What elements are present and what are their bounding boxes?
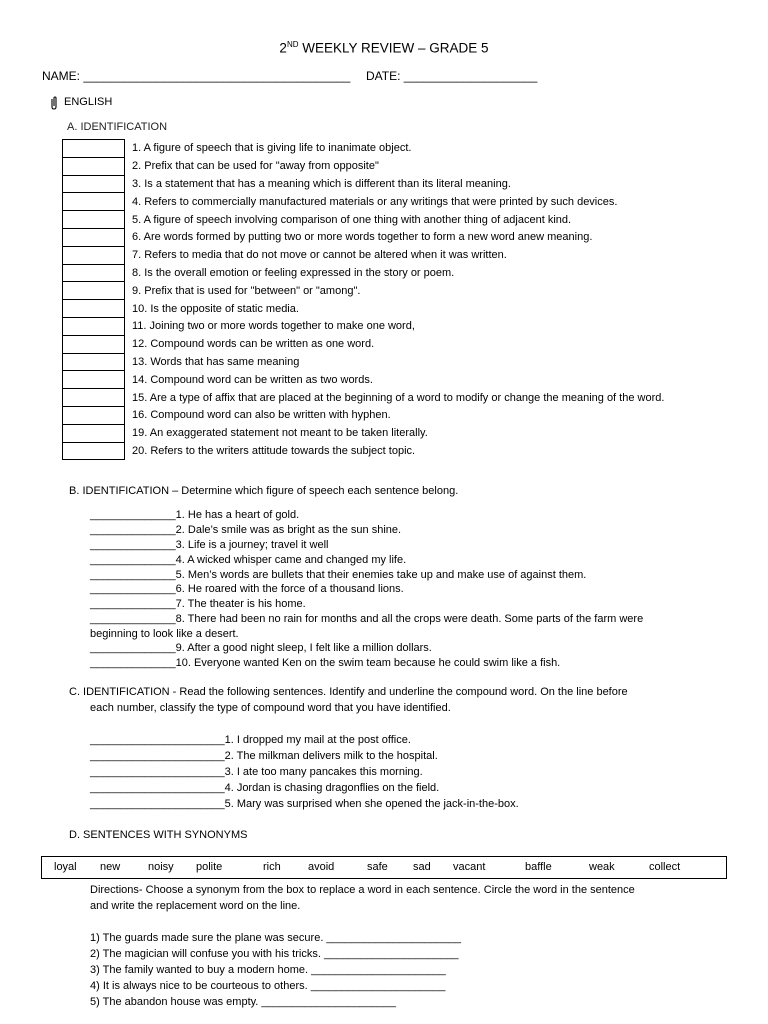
answer-box[interactable] (63, 335, 125, 353)
answer-box[interactable] (63, 389, 125, 407)
compound-word-item[interactable]: ______________________2. The milkman delivers milk to the hospital. (90, 750, 438, 762)
identification-row (63, 246, 665, 264)
figure-of-speech-item[interactable]: ______________7. The theater is his home. (90, 598, 306, 610)
directions-line-2: and write the replacement word on the line. (90, 900, 301, 912)
compound-word-item[interactable]: ______________________4. Jordan is chasing dragonflies on the field. (90, 782, 440, 794)
identification-row (63, 353, 665, 371)
compound-word-item[interactable]: ______________________1. I dropped my mail at the post office. (90, 734, 411, 746)
question-text: 1. A figure of speech that is giving life to inanimate object. (132, 142, 412, 155)
synonym-word: noisy (148, 861, 174, 873)
page-title: 2ND WEEKLY REVIEW – GRADE 5 (279, 40, 489, 56)
paperclip-icon (50, 96, 58, 110)
answer-box[interactable] (63, 246, 125, 264)
answer-box[interactable] (63, 353, 125, 371)
synonym-sentence[interactable]: 4) It is always nice to be courteous to others. ______________________ (90, 980, 446, 992)
identification-row (63, 371, 665, 389)
compound-word-item[interactable]: ______________________3. I ate too many pancakes this morning. (90, 766, 423, 778)
question-text: 4. Refers to commercially manufactured materials or any writings that were printed by such devices. (132, 195, 618, 208)
identification-row (63, 317, 665, 335)
question-text: 7. Refers to media that do not move or cannot be altered when it was written. (132, 249, 507, 262)
question-text: 13. Words that has same meaning (132, 355, 300, 368)
answer-box[interactable] (63, 157, 125, 175)
synonym-word: collect (649, 861, 681, 873)
question-text: 11. Joining two or more words together to make one word, (132, 320, 415, 333)
question-text: 14. Compound word can be written as two words. (132, 373, 373, 386)
section-b-heading: B. IDENTIFICATION – Determine which figure of speech each sentence belong. (69, 485, 459, 497)
answer-box[interactable] (63, 175, 125, 193)
identification-row (63, 300, 665, 318)
figure-of-speech-item[interactable]: ______________3. Life is a journey; travel it well (90, 539, 329, 551)
synonym-word: loyal (54, 861, 77, 873)
synonym-word: baffle (525, 861, 552, 873)
synonym-word: new (100, 861, 121, 873)
identification-row (63, 335, 665, 353)
figure-of-speech-item[interactable]: ______________6. He roared with the force of a thousand lions. (90, 583, 404, 595)
question-text: 19. An exaggerated statement not meant to be taken literally. (132, 427, 428, 440)
question-text: 2. Prefix that can be used for "away from opposite" (132, 160, 379, 173)
question-text: 10. Is the opposite of static media. (132, 302, 299, 315)
answer-box[interactable] (63, 406, 125, 424)
identification-row (63, 264, 665, 282)
answer-box[interactable] (63, 424, 125, 442)
identification-row (63, 157, 665, 175)
figure-of-speech-item[interactable]: ______________5. Men’s words are bullets that their enemies take up and make use of against them. (90, 569, 587, 581)
identification-row (63, 140, 665, 158)
identification-row (63, 442, 665, 460)
synonym-sentence[interactable]: 1) The guards made sure the plane was secure. ______________________ (90, 932, 462, 944)
figure-of-speech-item[interactable]: ______________9. After a good night sleep, I felt like a million dollars. (90, 642, 432, 654)
answer-box[interactable] (63, 264, 125, 282)
figure-of-speech-item[interactable]: ______________1. He has a heart of gold. (90, 509, 300, 521)
question-text: 16. Compound word can also be written with hyphen. (132, 409, 391, 422)
question-text: 6. Are words formed by putting two or more words together to form a new word anew meaning. (132, 231, 593, 244)
question-text: 9. Prefix that is used for "between" or "among". (132, 284, 361, 297)
question-text: 15. Are a type of affix that are placed at the beginning of a word to modify or change the meaning of the word. (132, 391, 665, 404)
section-c-heading-2: each number, classify the type of compound word that you have identified. (90, 702, 451, 714)
synonym-sentence[interactable]: 2) The magician will confuse you with his tricks. ______________________ (90, 948, 459, 960)
answer-box[interactable] (63, 228, 125, 246)
answer-box[interactable] (63, 300, 125, 318)
date-field[interactable]: DATE: ____________________ (366, 69, 538, 83)
answer-box[interactable] (63, 282, 125, 300)
name-field[interactable]: NAME: ________________________________________ (42, 69, 351, 83)
figure-of-speech-item[interactable]: beginning to look like a desert. (90, 628, 239, 640)
identification-row (63, 282, 665, 300)
identification-table (62, 139, 665, 460)
answer-box[interactable] (63, 442, 125, 460)
section-d-heading: D. SENTENCES WITH SYNONYMS (69, 829, 248, 841)
compound-word-item[interactable]: ______________________5. Mary was surprised when she opened the jack-in-the-box. (90, 798, 519, 810)
figure-of-speech-item[interactable]: ______________10. Everyone wanted Ken on the swim team because he could swim like a fish. (90, 657, 561, 669)
identification-row (63, 193, 665, 211)
answer-box[interactable] (63, 371, 125, 389)
synonym-sentence[interactable]: 3) The family wanted to buy a modern home. ______________________ (90, 964, 446, 976)
identification-row (63, 424, 665, 442)
identification-row (63, 175, 665, 193)
synonym-word: safe (367, 861, 388, 873)
answer-box[interactable] (63, 193, 125, 211)
synonym-word: weak (589, 861, 615, 873)
subject-label: ENGLISH (64, 96, 113, 108)
figure-of-speech-item[interactable]: ______________2. Dale’s smile was as bright as the sun shine. (90, 524, 402, 536)
section-a-heading: A. IDENTIFICATION (67, 121, 168, 133)
question-text: 3. Is a statement that has a meaning which is different than its literal meaning. (132, 177, 511, 190)
synonym-word: polite (196, 861, 223, 873)
identification-row (63, 406, 665, 424)
section-c-heading-1: C. IDENTIFICATION - Read the following sentences. Identify and underline the compound word. On the line before (69, 686, 628, 698)
synonym-word: rich (263, 861, 281, 873)
answer-box[interactable] (63, 211, 125, 229)
answer-box[interactable] (63, 140, 125, 158)
identification-row (63, 228, 665, 246)
synonym-word-box (41, 856, 727, 879)
synonym-sentence[interactable]: 5) The abandon house was empty. ______________________ (90, 996, 397, 1008)
directions-line-1: Directions- Choose a synonym from the box to replace a word in each sentence. Circle the word in the sentence (90, 884, 635, 896)
question-text: 20. Refers to the writers attitude towards the subject topic. (132, 444, 416, 457)
identification-row (63, 211, 665, 229)
synonym-word: avoid (308, 861, 335, 873)
identification-row (63, 389, 665, 407)
question-text: 5. A figure of speech involving comparison of one thing with another thing of adjacent kind. (132, 213, 572, 226)
synonym-word: sad (413, 861, 431, 873)
question-text: 12. Compound words can be written as one word. (132, 338, 375, 351)
synonym-word: vacant (453, 861, 486, 873)
answer-box[interactable] (63, 317, 125, 335)
question-text: 8. Is the overall emotion or feeling expressed in the story or poem. (132, 266, 455, 279)
figure-of-speech-item[interactable]: ______________8. There had been no rain for months and all the crops were death. Some parts of the farm were (90, 613, 644, 625)
figure-of-speech-item[interactable]: ______________4. A wicked whisper came and changed my life. (90, 554, 407, 566)
